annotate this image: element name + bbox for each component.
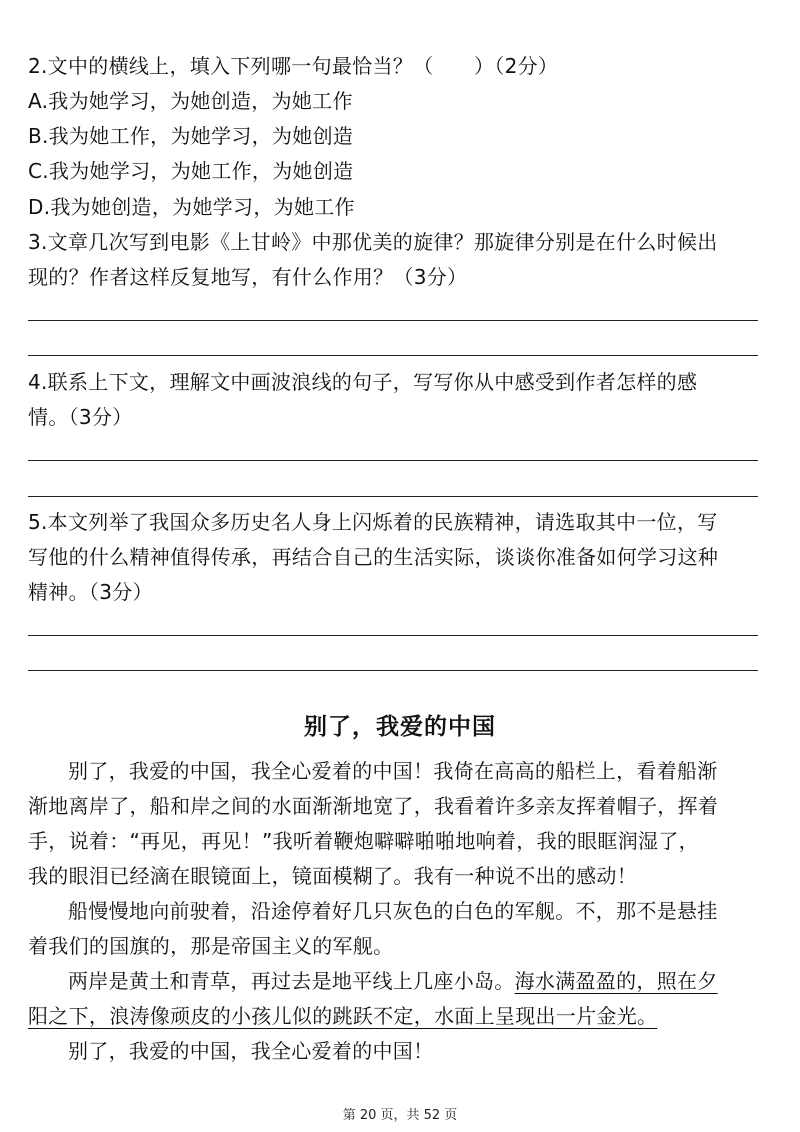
q2-option-a: A.我为她学习，为她创造，为她工作	[28, 89, 353, 113]
q3-line-2: 现的？作者这样反复地写，有什么作用？（3分）	[28, 265, 468, 289]
q5-line-2: 写他的什么精神值得传承，再结合自己的生活实际，谈谈你准备如何学习这种	[28, 545, 719, 569]
article-p3-plain-text: 两岸是黄土和青草，再过去是地平线上几座小岛。	[68, 969, 515, 993]
q4-answer-line-1[interactable]	[28, 460, 758, 461]
page-number: 第 20 页，共 52 页	[342, 1108, 458, 1123]
q3-answer-line-2[interactable]	[28, 355, 758, 356]
q4-answer-line-2[interactable]	[28, 496, 758, 497]
q2-stem: 2.文中的横线上，填入下列哪一句最恰当？（ ）（2分）	[28, 54, 559, 78]
article-p1-line-3: 手，说着：“再见，再见！”我听着鞭炮噼噼啪啪地响着，我的眼眶润湿了，	[28, 829, 699, 853]
article-title: 别了，我爱的中国	[304, 714, 496, 740]
q5-line-1: 5.本文列举了我国众多历史名人身上闪烁着的民族精神，请选取其中一位，写	[28, 510, 718, 534]
article-p3-line-2	[28, 1004, 657, 1028]
article-p2-line-1: 船慢慢地向前驶着，沿途停着好几只灰色的白色的军舰。不，那不是悬挂	[68, 899, 718, 923]
article-p2-line-2: 着我们的国旗的，那是帝国主义的军舰。	[28, 934, 394, 958]
q2-option-c: C.我为她学习，为她工作，为她创造	[28, 159, 354, 183]
q4-line-1: 4.联系上下文，理解文中画波浪线的句子，写写你从中感受到作者怎样的感	[28, 370, 698, 394]
article-p3-line-1	[68, 969, 718, 993]
q4-line-2: 情。（3分）	[28, 405, 133, 429]
q3-line-1: 3.文章几次写到电影《上甘岭》中那优美的旋律？那旋律分别是在什么时候出	[28, 230, 718, 254]
q5-answer-line-2[interactable]	[28, 670, 758, 671]
article-p3-wavy-sentence-start: 海水满盈盈的，照在夕	[514, 969, 718, 993]
article-p3-wavy-sentence-end: 阳之下，浪涛像顽皮的小孩儿似的跳跃不定，水面上呈现出一片金光。	[28, 1004, 658, 1028]
article-p1-line-1: 别了，我爱的中国，我全心爱着的中国！我倚在高高的船栏上，看着船渐	[68, 759, 718, 783]
article-p1-line-2: 渐地离岸了，船和岸之间的水面渐渐地宽了，我看着许多亲友挥着帽子，挥着	[28, 794, 719, 818]
article-p1-line-4: 我的眼泪已经滴在眼镜面上，镜面模糊了。我有一种说不出的感动！	[28, 864, 637, 888]
q5-answer-line-1[interactable]	[28, 635, 758, 636]
article-p4: 别了，我爱的中国，我全心爱着的中国！	[68, 1039, 434, 1063]
q2-option-d: D.我为她创造，为她学习，为她工作	[28, 195, 355, 219]
q5-line-3: 精神。（3分）	[28, 580, 153, 604]
q2-option-b: B.我为她工作，为她学习，为她创造	[28, 124, 354, 148]
q3-answer-line-1[interactable]	[28, 320, 758, 321]
